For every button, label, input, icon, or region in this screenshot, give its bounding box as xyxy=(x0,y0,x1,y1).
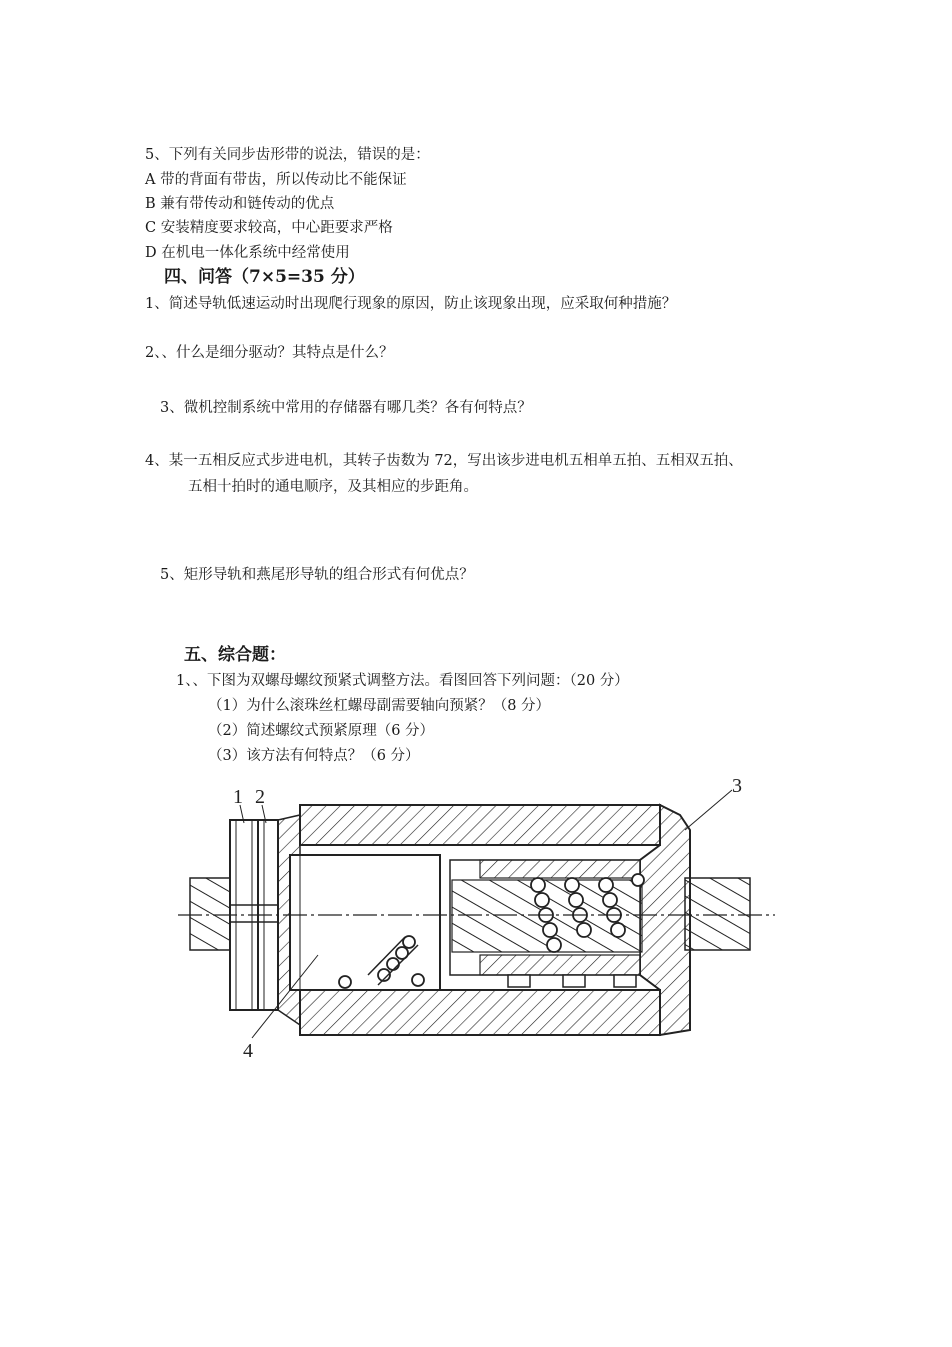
section-4-question-3: 3、微机控制系统中常用的存储器有哪几类？各有何特点？ xyxy=(160,400,532,416)
section-4-question-4-line-2: 五相十拍时的通电顺序，及其相应的步距角。 xyxy=(188,479,478,495)
section-5-subquestion-3: （3）该方法有何特点？（6 分） xyxy=(208,748,420,764)
mcq-option-d: D 在机电一体化系统中经常使用 xyxy=(145,245,350,261)
ball-screw-preload-diagram xyxy=(170,770,780,1065)
figure-label-4: 4 xyxy=(243,1040,253,1062)
section-4-question-4-line-1: 4、某一五相反应式步进电机，其转子齿数为 72，写出该步进电机五相单五拍、五相双五拍、 xyxy=(145,453,743,469)
figure-label-2: 2 xyxy=(255,786,265,808)
section-5-subquestion-1: （1）为什么滚珠丝杠螺母副需要轴向预紧？（8 分） xyxy=(208,698,551,714)
section-5-heading: 五、综合题： xyxy=(184,645,286,665)
figure-label-3: 3 xyxy=(732,775,742,797)
section-5-subquestion-2: （2）简述螺纹式预紧原理（6 分） xyxy=(208,723,435,739)
mcq-question-5: 5、下列有关同步齿形带的说法，错误的是： xyxy=(145,147,430,163)
section-4-question-5: 5、矩形导轨和燕尾形导轨的组合形式有何优点？ xyxy=(160,567,474,583)
section-5-question-1: 1、、下图为双螺母螺纹预紧式调整方法。看图回答下列问题：（20 分） xyxy=(176,673,629,689)
mcq-option-a: A 带的背面有带齿，所以传动比不能保证 xyxy=(145,172,407,188)
section-4-question-2: 2、、什么是细分驱动？其特点是什么？ xyxy=(145,345,394,361)
mcq-option-c: C 安装精度要求较高，中心距要求严格 xyxy=(145,220,393,236)
figure-label-1: 1 xyxy=(233,786,243,808)
section-4-heading: 四、问答（7×5=35 分） xyxy=(164,267,365,287)
mcq-option-b: B 兼有带传动和链传动的优点 xyxy=(145,196,335,212)
section-4-question-1: 1、简述导轨低速运动时出现爬行现象的原因，防止该现象出现，应采取何种措施？ xyxy=(145,296,677,312)
